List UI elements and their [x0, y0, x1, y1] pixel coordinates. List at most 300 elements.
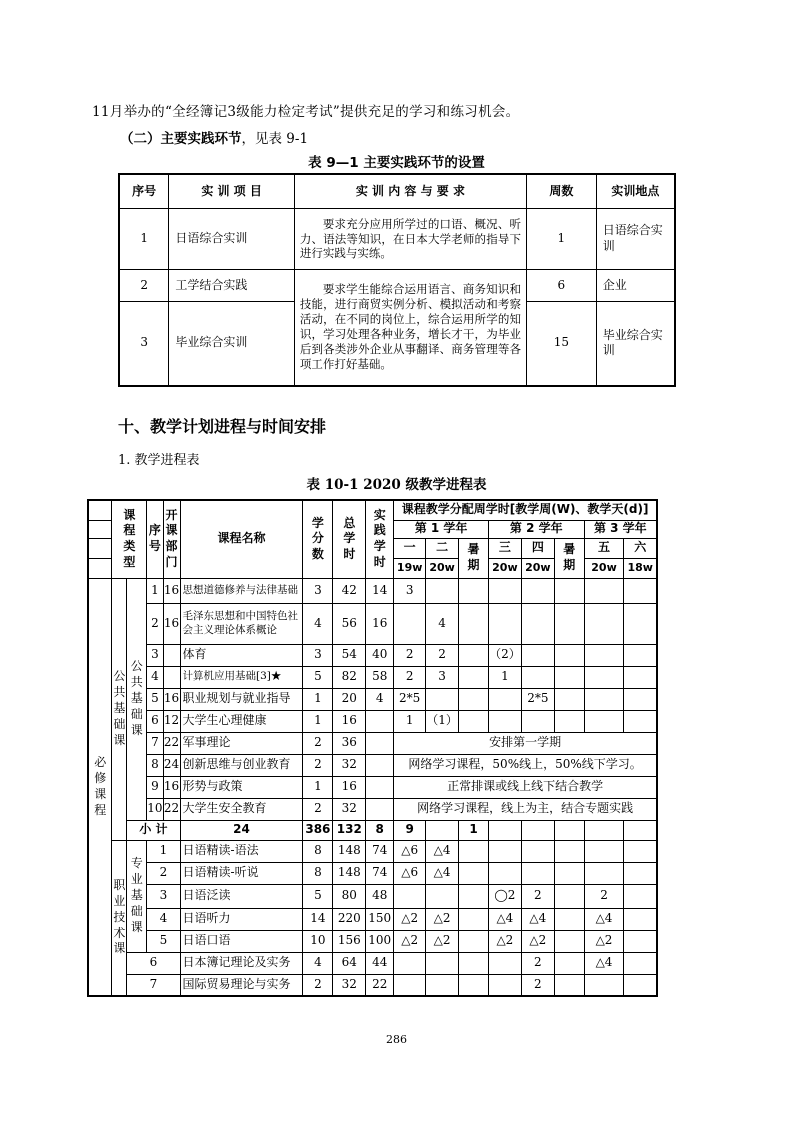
cell-credit: 14 — [303, 908, 333, 930]
cell-term-t6 — [624, 974, 657, 996]
cell-hours: 148 — [333, 862, 366, 884]
subsection-ref: ，见表 9-1 — [241, 131, 309, 147]
cell-hours: 82 — [333, 666, 366, 688]
cell-no: 4 — [147, 666, 163, 688]
cell-hours: 16 — [333, 710, 366, 732]
cell-dept: 16 — [163, 688, 180, 710]
cell-term-t2: 3 — [426, 666, 459, 688]
cell-term-s1 — [459, 840, 489, 862]
cell-term-s1 — [459, 666, 489, 688]
cell-term-t4 — [521, 862, 554, 884]
subtotal-hours: 386 — [303, 820, 333, 840]
cell-name: 创新思维与创业教育 — [180, 754, 303, 776]
cell-name: 职业规划与就业指导 — [180, 688, 303, 710]
cell-no: 3 — [119, 302, 169, 386]
cell-hours: 32 — [333, 754, 366, 776]
cell-term-s2 — [554, 908, 584, 930]
cell-schedule-note: 正常排课或线上线下结合教学 — [394, 776, 657, 798]
table-row — [88, 710, 657, 732]
cell-term-t4: 2 — [521, 884, 554, 908]
cell-practice: 74 — [366, 840, 394, 862]
cell-no: 7 — [147, 732, 163, 754]
group-public — [112, 578, 127, 840]
subgroup-professional-text: 专业基础课 — [130, 856, 143, 934]
section-title: 十、教学计划进程与时间安排 — [118, 417, 327, 436]
cell-term-t1: △6 — [394, 862, 426, 884]
cell-no: 2 — [147, 603, 163, 644]
cell-practice: 16 — [366, 603, 394, 644]
cell-term-t2: （1） — [426, 710, 459, 732]
cell-term-t6 — [624, 644, 657, 666]
table10-caption: 表 10-1 2020 级教学进程表 — [306, 477, 487, 493]
header-weeks6: 18w — [624, 558, 657, 578]
header-name: 课程名称 — [180, 500, 303, 578]
table-row — [88, 776, 657, 798]
cell-term-t2: △2 — [426, 908, 459, 930]
table-row — [88, 840, 657, 862]
cell-no: 6 — [147, 710, 163, 732]
subtotal-practice: 132 — [333, 820, 366, 840]
table-row — [88, 974, 657, 996]
cell-term-s2 — [554, 952, 584, 974]
cell-term-t1: △6 — [394, 840, 426, 862]
group-professional-text: 职业技术课 — [113, 878, 126, 956]
cell-term-t6 — [624, 862, 657, 884]
cell-term-t2 — [426, 688, 459, 710]
cell-term-t1: 1 — [394, 710, 426, 732]
schedule-table — [87, 499, 658, 997]
cell-term-t4: △2 — [521, 930, 554, 952]
cell-name: 日语听力 — [180, 908, 303, 930]
cell-term-t5 — [584, 688, 624, 710]
header-year1: 第 1 学年 — [394, 520, 489, 538]
cell-term-t4 — [521, 666, 554, 688]
cell-term-t5 — [584, 974, 624, 996]
cell-no: 3 — [147, 884, 180, 908]
cell-term-t5: △4 — [584, 908, 624, 930]
cell-term-t2 — [426, 974, 459, 996]
cell-term-t5: 2 — [584, 884, 624, 908]
header-year2: 第 2 学年 — [488, 520, 584, 538]
cell-term-s1 — [459, 974, 489, 996]
header-term4: 四 — [521, 538, 554, 558]
cell-term-t4 — [521, 644, 554, 666]
cell-term-s2 — [554, 710, 584, 732]
cell-no: 9 — [147, 776, 163, 798]
cell-term-t6 — [624, 908, 657, 930]
cell-credit: 4 — [303, 952, 333, 974]
cell-practice — [366, 798, 394, 820]
cell-place: 企业 — [596, 270, 675, 302]
cell-credit: 8 — [303, 840, 333, 862]
subtotal-term-t4 — [488, 820, 521, 840]
header-term1: 一 — [394, 538, 426, 558]
cell-term-t5: △2 — [584, 930, 624, 952]
cell-dept: 16 — [163, 776, 180, 798]
cell-term-t4: △4 — [521, 908, 554, 930]
table-row — [88, 952, 657, 974]
cell-content: 要求充分应用所学过的口语、概况、听力、语法等知识，在日本大学老师的指导下进行实践与实练。 — [294, 209, 526, 270]
header-item: 实 训 项 目 — [169, 174, 295, 209]
table-row — [88, 884, 657, 908]
cell-no: 1 — [119, 209, 169, 270]
cell-term-t4 — [521, 603, 554, 644]
cell-no: 5 — [147, 930, 180, 952]
header-weeks1: 19w — [394, 558, 426, 578]
header-weeks: 周数 — [526, 174, 596, 209]
cell-term-t1: △2 — [394, 930, 426, 952]
cell-term-s1 — [459, 578, 489, 603]
header-no: 序号 — [119, 174, 169, 209]
cell-term-s1 — [459, 710, 489, 732]
table-row — [88, 908, 657, 930]
subtotal-term-t2: 9 — [394, 820, 426, 840]
header-place: 实训地点 — [596, 174, 675, 209]
cell-dept — [163, 666, 180, 688]
cell-term-s1 — [459, 952, 489, 974]
cell-credit: 1 — [303, 688, 333, 710]
cell-practice: 150 — [366, 908, 394, 930]
cell-term-t1: 2 — [394, 666, 426, 688]
subgroup-public-text: 公共基础课 — [130, 659, 143, 737]
cell-practice: 14 — [366, 578, 394, 603]
cell-term-s1 — [459, 908, 489, 930]
cell-credit: 10 — [303, 930, 333, 952]
cell-no: 2 — [119, 270, 169, 302]
table-header-row — [119, 174, 675, 209]
blank-cell — [88, 500, 112, 520]
cell-no: 10 — [147, 798, 163, 820]
cell-name: 日语精读-听说 — [180, 862, 303, 884]
subtotal-term-s2 — [521, 820, 554, 840]
cell-term-t5 — [584, 603, 624, 644]
cell-hours: 80 — [333, 884, 366, 908]
table-row — [88, 688, 657, 710]
header-weeks3: 20w — [488, 558, 521, 578]
cell-term-s2 — [554, 884, 584, 908]
subtotal-term-t6 — [584, 820, 624, 840]
cell-hours: 54 — [333, 644, 366, 666]
cell-name: 大学生安全教育 — [180, 798, 303, 820]
cell-term-t5 — [584, 710, 624, 732]
cell-hours: 220 — [333, 908, 366, 930]
cell-term-s1 — [459, 862, 489, 884]
cell-credit: 2 — [303, 732, 333, 754]
cell-term-t3: △2 — [488, 930, 521, 952]
cell-no: 5 — [147, 688, 163, 710]
subtotal-row — [88, 820, 657, 840]
blank-cell — [88, 538, 112, 558]
cell-name: 日语精读-语法 — [180, 840, 303, 862]
subtotal-credit: 24 — [180, 820, 303, 840]
cell-term-t3: ◯2 — [488, 884, 521, 908]
cell-practice — [366, 732, 394, 754]
cell-item: 毕业综合实训 — [169, 302, 295, 386]
cell-hours: 36 — [333, 732, 366, 754]
cell-term-t5 — [584, 644, 624, 666]
cell-term-t6 — [624, 884, 657, 908]
cell-practice: 48 — [366, 884, 394, 908]
cell-dept: 12 — [163, 710, 180, 732]
cell-weeks: 1 — [526, 209, 596, 270]
cell-credit: 1 — [303, 710, 333, 732]
blank-cell — [88, 520, 112, 538]
cell-term-t3 — [488, 862, 521, 884]
cell-hours: 32 — [333, 974, 366, 996]
cell-no: 6 — [127, 952, 180, 974]
category-required-text: 必修课程 — [94, 755, 107, 817]
intro-line: 11月举办的“全经簿记3级能力检定考试”提供充足的学习和练习机会。 — [92, 104, 520, 120]
header-weeks5: 20w — [584, 558, 624, 578]
cell-term-t6 — [624, 578, 657, 603]
cell-weeks: 6 — [526, 270, 596, 302]
cell-name: 国际贸易理论与实务 — [180, 974, 303, 996]
cell-term-s2 — [554, 974, 584, 996]
cell-term-t4: 2 — [521, 974, 554, 996]
cell-credit: 2 — [303, 974, 333, 996]
cell-term-s2 — [554, 644, 584, 666]
cell-hours: 156 — [333, 930, 366, 952]
cell-term-s2 — [554, 930, 584, 952]
table-row — [119, 270, 675, 302]
cell-term-t3 — [488, 974, 521, 996]
cell-name: 计算机应用基础[3]★ — [180, 666, 303, 688]
header-practice: 实践学时 — [366, 500, 394, 578]
cell-name: 思想道德修养与法律基础 — [180, 578, 303, 603]
cell-credit: 4 — [303, 603, 333, 644]
cell-term-t3 — [488, 840, 521, 862]
header-content: 实 训 内 容 与 要 求 — [294, 174, 526, 209]
cell-term-t1: △2 — [394, 908, 426, 930]
cell-term-t4 — [521, 840, 554, 862]
cell-term-s1 — [459, 603, 489, 644]
subtotal-term-s1 — [426, 820, 459, 840]
cell-term-t3 — [488, 578, 521, 603]
cell-term-t2: 2 — [426, 644, 459, 666]
cell-practice: 40 — [366, 644, 394, 666]
cell-hours: 56 — [333, 603, 366, 644]
cell-term-s2 — [554, 578, 584, 603]
cell-credit: 1 — [303, 776, 333, 798]
cell-term-s2 — [554, 688, 584, 710]
header-term5: 五 — [584, 538, 624, 558]
cell-credit: 8 — [303, 862, 333, 884]
cell-term-s2 — [554, 603, 584, 644]
cell-term-t2 — [426, 884, 459, 908]
page-number: 286 — [386, 1033, 407, 1046]
cell-term-t5 — [584, 840, 624, 862]
cell-practice — [366, 776, 394, 798]
cell-term-t6 — [624, 710, 657, 732]
cell-no: 1 — [147, 578, 163, 603]
table9-caption: 表 9—1 主要实践环节的设置 — [308, 155, 485, 171]
header-hours: 总学时 — [333, 500, 366, 578]
subtotal-term-t5 — [554, 820, 584, 840]
cell-name: 体育 — [180, 644, 303, 666]
header-term2: 二 — [426, 538, 459, 558]
cell-credit: 2 — [303, 798, 333, 820]
cell-name: 日语口语 — [180, 930, 303, 952]
cell-term-t5: △4 — [584, 952, 624, 974]
subtotal-term-t1: 8 — [366, 820, 394, 840]
subgroup-professional — [127, 840, 147, 952]
cell-term-t3 — [488, 710, 521, 732]
header-summer1: 暑期 — [459, 538, 489, 578]
header-summer2: 暑期 — [554, 538, 584, 578]
cell-practice: 58 — [366, 666, 394, 688]
subtotal-label: 小 计 — [127, 820, 180, 840]
cell-schedule-note: 网络学习课程，50%线上，50%线下学习。 — [394, 754, 657, 776]
header-term6: 六 — [624, 538, 657, 558]
cell-no: 3 — [147, 644, 163, 666]
cell-term-t6 — [624, 952, 657, 974]
cell-credit: 5 — [303, 884, 333, 908]
group-public-text: 公共基础课 — [113, 669, 126, 747]
cell-no: 7 — [127, 974, 180, 996]
cell-term-t1 — [394, 884, 426, 908]
subgroup-public — [127, 578, 147, 820]
subsection-heading — [120, 127, 308, 147]
category-required — [88, 578, 112, 996]
cell-item: 日语综合实训 — [169, 209, 295, 270]
cell-schedule-note: 安排第一学期 — [394, 732, 657, 754]
cell-term-t6 — [624, 840, 657, 862]
table-row — [88, 666, 657, 688]
subtotal-term-t3: 1 — [459, 820, 489, 840]
cell-practice: 4 — [366, 688, 394, 710]
table-row — [88, 798, 657, 820]
cell-no: 8 — [147, 754, 163, 776]
cell-hours: 148 — [333, 840, 366, 862]
header-year3: 第 3 学年 — [584, 520, 657, 538]
cell-term-t1: 2*5 — [394, 688, 426, 710]
cell-term-t2: 4 — [426, 603, 459, 644]
cell-dept: 16 — [163, 603, 180, 644]
cell-practice — [366, 710, 394, 732]
cell-item: 工学结合实践 — [169, 270, 295, 302]
table-row — [88, 578, 657, 603]
table-row — [88, 732, 657, 754]
cell-place: 日语综合实训 — [596, 209, 675, 270]
cell-credit: 5 — [303, 666, 333, 688]
practice-table — [118, 173, 676, 387]
cell-term-t4: 2 — [521, 952, 554, 974]
cell-place: 毕业综合实训 — [596, 302, 675, 386]
header-row — [88, 500, 657, 520]
group-professional — [112, 840, 127, 996]
cell-term-t3 — [488, 952, 521, 974]
cell-name: 形势与政策 — [180, 776, 303, 798]
section-subtitle: 1. 教学进程表 — [118, 453, 200, 468]
cell-hours: 32 — [333, 798, 366, 820]
header-no: 序号 — [147, 500, 163, 578]
cell-term-t6 — [624, 688, 657, 710]
cell-term-t6 — [624, 603, 657, 644]
cell-name: 大学生心理健康 — [180, 710, 303, 732]
cell-schedule-note: 网络学习课程，线上为主，结合专题实践 — [394, 798, 657, 820]
cell-term-s2 — [554, 840, 584, 862]
cell-term-t4 — [521, 578, 554, 603]
cell-term-t6 — [624, 666, 657, 688]
cell-term-t6 — [624, 930, 657, 952]
cell-term-s2 — [554, 862, 584, 884]
cell-dept: 16 — [163, 578, 180, 603]
cell-dept — [163, 644, 180, 666]
cell-term-t1 — [394, 974, 426, 996]
cell-term-t1: 3 — [394, 578, 426, 603]
cell-term-t3: △4 — [488, 908, 521, 930]
cell-term-t4 — [521, 710, 554, 732]
table-row — [88, 754, 657, 776]
header-term3: 三 — [488, 538, 521, 558]
cell-term-t3 — [488, 688, 521, 710]
cell-no: 1 — [147, 840, 180, 862]
cell-practice: 74 — [366, 862, 394, 884]
cell-term-t2: △2 — [426, 930, 459, 952]
table-row — [88, 862, 657, 884]
table-row — [88, 603, 657, 644]
cell-term-t2 — [426, 578, 459, 603]
cell-weeks: 15 — [526, 302, 596, 386]
cell-term-t1 — [394, 952, 426, 974]
cell-term-t2: △4 — [426, 862, 459, 884]
cell-credit: 3 — [303, 578, 333, 603]
table-row — [88, 644, 657, 666]
cell-term-t2 — [426, 952, 459, 974]
cell-term-s1 — [459, 644, 489, 666]
cell-practice — [366, 754, 394, 776]
cell-no: 4 — [147, 908, 180, 930]
cell-dept: 22 — [163, 798, 180, 820]
cell-hours: 42 — [333, 578, 366, 603]
header-dept: 开课部门 — [163, 500, 180, 578]
cell-term-t2: △4 — [426, 840, 459, 862]
cell-dept: 22 — [163, 732, 180, 754]
cell-name: 毛泽东思想和中国特色社会主义理论体系概论 — [180, 603, 303, 644]
subsection-title: （二）主要实践环节 — [120, 131, 242, 147]
cell-term-s1 — [459, 930, 489, 952]
cell-credit: 2 — [303, 754, 333, 776]
cell-term-t3: （2） — [488, 644, 521, 666]
cell-term-t5 — [584, 578, 624, 603]
cell-practice: 44 — [366, 952, 394, 974]
cell-name: 日本簿记理论及实务 — [180, 952, 303, 974]
header-weeks4: 20w — [521, 558, 554, 578]
cell-name: 军事理论 — [180, 732, 303, 754]
cell-hours: 16 — [333, 776, 366, 798]
cell-practice: 100 — [366, 930, 394, 952]
cell-name: 日语泛读 — [180, 884, 303, 908]
cell-hours: 64 — [333, 952, 366, 974]
cell-term-t1 — [394, 603, 426, 644]
cell-term-t3 — [488, 603, 521, 644]
cell-no: 2 — [147, 862, 180, 884]
table-row — [88, 930, 657, 952]
cell-dept: 24 — [163, 754, 180, 776]
cell-credit: 3 — [303, 644, 333, 666]
cell-practice: 22 — [366, 974, 394, 996]
cell-term-s1 — [459, 884, 489, 908]
cell-term-t4: 2*5 — [521, 688, 554, 710]
cell-term-t3: 1 — [488, 666, 521, 688]
header-weeks2: 20w — [426, 558, 459, 578]
header-distribution: 课程教学分配周学时[教学周(W)、教学天(d)] — [394, 500, 657, 520]
cell-term-t5 — [584, 666, 624, 688]
header-credit: 学分数 — [303, 500, 333, 578]
cell-term-t1: 2 — [394, 644, 426, 666]
blank-cell — [88, 558, 112, 578]
table-row — [119, 209, 675, 270]
